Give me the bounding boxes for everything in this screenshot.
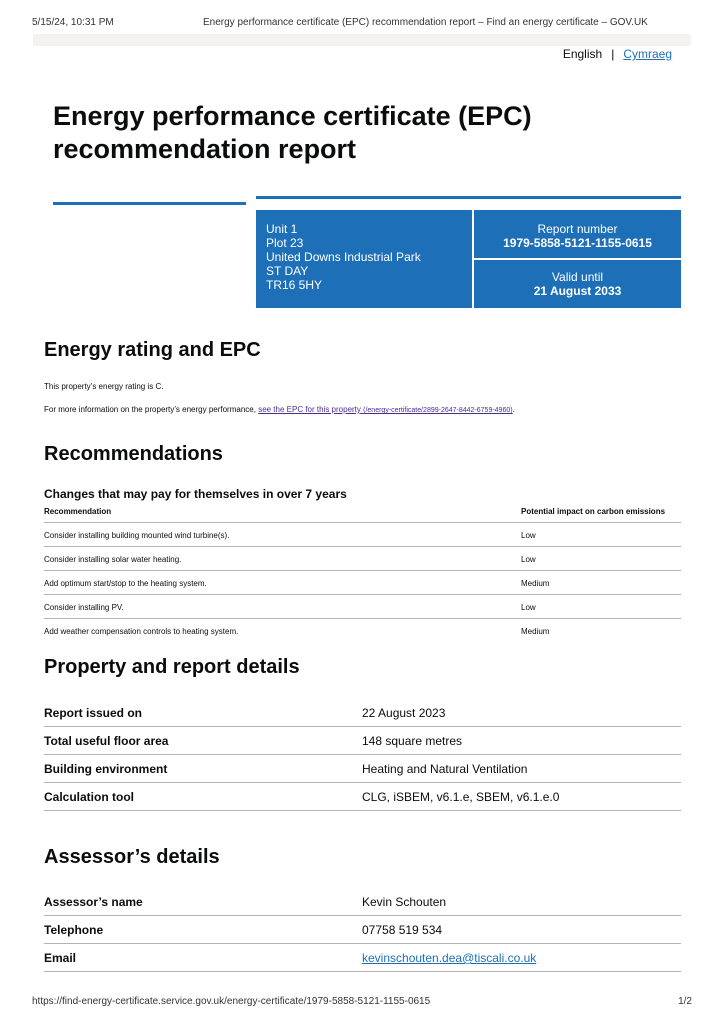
- recommendation-impact: Medium: [521, 579, 550, 588]
- table-row: [44, 619, 681, 643]
- recommendation-impact: Low: [521, 531, 536, 540]
- language-separator: |: [611, 47, 615, 61]
- table-row: [44, 595, 681, 619]
- recommendation-impact: Low: [521, 555, 536, 564]
- energy-heading: Energy rating and EPC: [44, 339, 261, 361]
- detail-label: Report issued on: [44, 706, 143, 720]
- epc-link-text: see the EPC for this property: [258, 405, 361, 414]
- print-title: Energy performance certificate (EPC) recommendation report – Find an energy certificate – GOV.UK: [203, 17, 648, 28]
- recommendations-heading: Recommendations: [44, 443, 223, 465]
- epc-link[interactable]: [258, 405, 512, 414]
- table-row: [44, 888, 681, 916]
- energy-more-info-prefix: For more information on the property’s energy performance,: [44, 405, 259, 414]
- table-row: [44, 944, 681, 972]
- language-switcher: [563, 47, 672, 61]
- assessor-email-link[interactable]: kevinschouten.dea@tiscali.co.uk: [362, 951, 537, 965]
- valid-until-label: Valid until: [551, 270, 604, 284]
- valid-until-box: [474, 260, 681, 308]
- print-url: https://find-energy-certificate.service.gov.uk/energy-certificate/1979-5858-5121-1155-0615: [32, 996, 431, 1007]
- address-line2: Plot 23: [266, 236, 304, 250]
- detail-value: CLG, iSBEM, v6.1.e, SBEM, v6.1.e.0: [362, 790, 560, 804]
- summary-rule: [256, 196, 681, 199]
- assessor-value: Kevin Schouten: [362, 895, 447, 909]
- print-page-number: 1/2: [678, 996, 692, 1007]
- recommendation-text: Consider installing solar water heating.: [44, 555, 182, 564]
- energy-rating-text: This property’s energy rating is C.: [44, 382, 164, 391]
- recommendation-impact: Medium: [521, 627, 550, 636]
- col-impact: Potential impact on carbon emissions: [521, 507, 666, 516]
- recommendation-text: Add weather compensation controls to heating system.: [44, 627, 239, 636]
- address-postcode: TR16 5HY: [266, 278, 323, 292]
- energy-more-info-suffix: .: [512, 405, 515, 414]
- assessor-email: [362, 951, 536, 965]
- energy-more-info: [44, 405, 515, 414]
- table-row: [44, 547, 681, 571]
- assessor-label: Email: [44, 951, 77, 965]
- table-row: [44, 755, 681, 783]
- col-recommendation: Recommendation: [44, 507, 112, 516]
- recommendation-impact: Low: [521, 603, 536, 612]
- assessor-label: Telephone: [44, 923, 104, 937]
- detail-label: Total useful floor area: [44, 734, 169, 748]
- print-datetime: 5/15/24, 10:31 PM: [32, 17, 114, 28]
- detail-label: Building environment: [44, 762, 168, 776]
- print-footer: [32, 996, 692, 1010]
- detail-value: 22 August 2023: [362, 706, 446, 720]
- recommendations-table: [44, 503, 681, 643]
- recommendation-text: Add optimum start/stop to the heating system.: [44, 579, 207, 588]
- address-box: [256, 210, 472, 308]
- table-row: [44, 916, 681, 944]
- recommendation-text: Consider installing PV.: [44, 603, 124, 612]
- detail-label: Calculation tool: [44, 790, 134, 804]
- language-welsh-link[interactable]: Cymraeg: [623, 47, 672, 61]
- title-underline: [53, 202, 246, 205]
- detail-value: 148 square metres: [362, 734, 463, 748]
- property-details-heading: Property and report details: [44, 656, 300, 678]
- address-line1: Unit 1: [266, 222, 298, 236]
- recommendation-text: Consider installing building mounted wind turbine(s).: [44, 531, 230, 540]
- table-row: [44, 699, 681, 727]
- assessor-label: Assessor’s name: [44, 895, 143, 909]
- epc-link-path: (/energy-certificate/2899-2647-8442-6759-4960): [363, 407, 513, 414]
- assessor-table: [44, 888, 681, 972]
- assessor-heading: Assessor’s details: [44, 846, 220, 868]
- table-row: [44, 783, 681, 811]
- property-details-table: [44, 699, 681, 811]
- address-line3: United Downs Industrial Park: [266, 250, 421, 264]
- assessor-value: 07758 519 534: [362, 923, 443, 937]
- page-title: Energy performance certificate (EPC) recommendation report: [53, 101, 532, 164]
- recommendations-header-row: [44, 503, 681, 523]
- language-english: English: [562, 47, 603, 61]
- report-number: 1979-5858-5121-1155-0615: [503, 236, 652, 250]
- recommendations-subheading: Changes that may pay for themselves in over 7 years: [44, 487, 347, 501]
- valid-until-date: 21 August 2033: [533, 284, 622, 298]
- address-line4: ST DAY: [266, 264, 309, 278]
- print-header: [32, 17, 692, 31]
- table-row: [44, 571, 681, 595]
- report-number-label: Report number: [537, 222, 618, 236]
- table-row: [44, 523, 681, 547]
- detail-value: Heating and Natural Ventilation: [362, 762, 528, 776]
- report-number-box: [474, 210, 681, 258]
- table-row: [44, 727, 681, 755]
